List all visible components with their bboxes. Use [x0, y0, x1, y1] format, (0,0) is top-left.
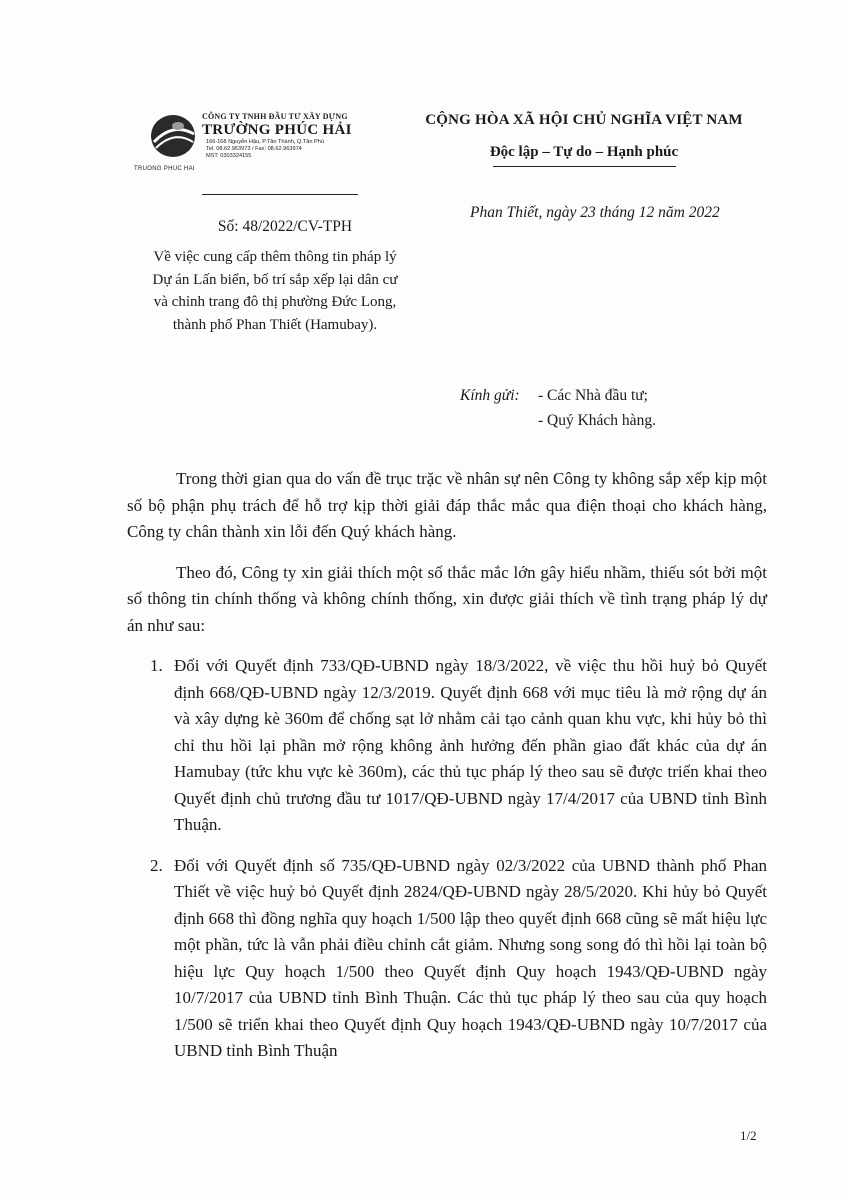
page-number: 1/2 — [740, 1128, 757, 1143]
company-letterhead — [130, 112, 366, 182]
logo-caption: TRUONG PHUC HAI — [134, 166, 195, 172]
company-type: CÔNG TY TNHH ĐẦU TƯ XÂY DỰNG — [202, 112, 348, 121]
recipient-item: - Các Nhà đầu tư; — [538, 387, 648, 404]
list-item-number: 1. — [150, 656, 163, 675]
company-phone: Tel: 08.62.963973 / Fax: 08.62.963974 — [206, 146, 302, 152]
list-item-text: Đối với Quyết định số 735/QĐ-UBND ngày 02/3/2022 của UBND thành phố Phan Thiết về việc huỷ bỏ Quyết định 2824/QĐ-UBND ngày 28/5/2020. Khi hủy bỏ Quyết định 668 thì đồng nghĩa quy hoạch 1/500 lập theo quyết định 668 cũng sẽ mất hiệu lực một phần, tức là vẫn phải điều chỉnh cắt giảm. Nhưng song song đó thì hồi lại toàn bộ hiệu lực Quy hoạch 1/500 theo Quyết định Quy hoạch 1943/QĐ-UBND ngày 10/7/2017 của UBND tỉnh Bình Thuận. Các thủ tục pháp lý theo sau của quy hoạch 1/500 sẽ triển khai theo Quyết định Quy hoạch 1943/QĐ-UBND ngày 10/7/2017 của UBND tỉnh Bình Thuận — [174, 855, 767, 1060]
company-tax-code: MST: 0303324155 — [206, 153, 252, 159]
list-item — [127, 653, 767, 839]
company-logo-icon — [148, 112, 198, 160]
national-motto: Độc lập – Tự do – Hạnh phúc — [489, 144, 679, 160]
recipients-label: Kính gửi: — [460, 387, 520, 404]
company-name: TRƯỜNG PHÚC HẢI — [202, 122, 352, 138]
motto-underline — [493, 166, 676, 167]
numbered-list — [127, 653, 767, 1065]
letterhead-divider — [202, 194, 358, 195]
body-paragraph: Theo đó, Công ty xin giải thích một số thắc mắc lớn gây hiểu nhầm, thiếu sót bởi một số thông tin chính thống và không chính thống, xin được giải thích về tình trạng pháp lý dự án như sau: — [127, 562, 767, 635]
place-date-line: Phan Thiết, ngày 23 tháng 12 năm 2022 — [470, 204, 720, 221]
national-title: CỘNG HÒA XÃ HỘI CHỦ NGHĨA VIỆT NAM — [425, 112, 743, 128]
document-number: Số: 48/2022/CV-TPH — [217, 218, 353, 235]
list-item — [127, 853, 767, 1065]
document-subject: Về việc cung cấp thêm thông tin pháp lý Dự án Lấn biển, bố trí sắp xếp lại dân cư và chỉnh trang đô thị phường Đức Long, thành phố Phan Thiết (Hamubay). — [152, 249, 398, 333]
company-info — [202, 112, 372, 160]
recipient-item: - Quý Khách hàng. — [538, 412, 656, 429]
company-address: 166-168 Nguyễn Hậu, P.Tân Thành, Q.Tân Phú — [206, 139, 324, 145]
letter-body — [127, 466, 767, 1079]
list-item-text: Đối với Quyết định 733/QĐ-UBND ngày 18/3/2022, về việc thu hồi huỷ bỏ Quyết định 668/QĐ-UBND ngày 12/3/2019. Quyết định 668 với mục tiêu là mở rộng dự án và xây dựng kè 360m để chống sạt lở nhằm cải tạo cảnh quan khu vực, khi hủy bỏ thì chỉ thu hồi lại phần mở rộng không ảnh hưởng đến phần giao đất khác của dự án Hamubay (tức khu vực kè 360m), các thủ tục pháp lý theo sau sẽ được triển khai theo Quyết định chủ trương đầu tư 1017/QĐ-UBND ngày 17/4/2017 của UBND tỉnh Bình Thuận. — [174, 656, 767, 834]
list-item-number: 2. — [150, 855, 163, 875]
body-paragraph: Trong thời gian qua do vấn đề trục trặc về nhân sự nên Công ty không sắp xếp kịp một số bộ phận phụ trách để hỗ trợ kịp thời giải đáp thắc mắc qua điện thoại cho khách hàng, Công ty chân thành xin lỗi đến Quý khách hàng. — [127, 469, 767, 541]
